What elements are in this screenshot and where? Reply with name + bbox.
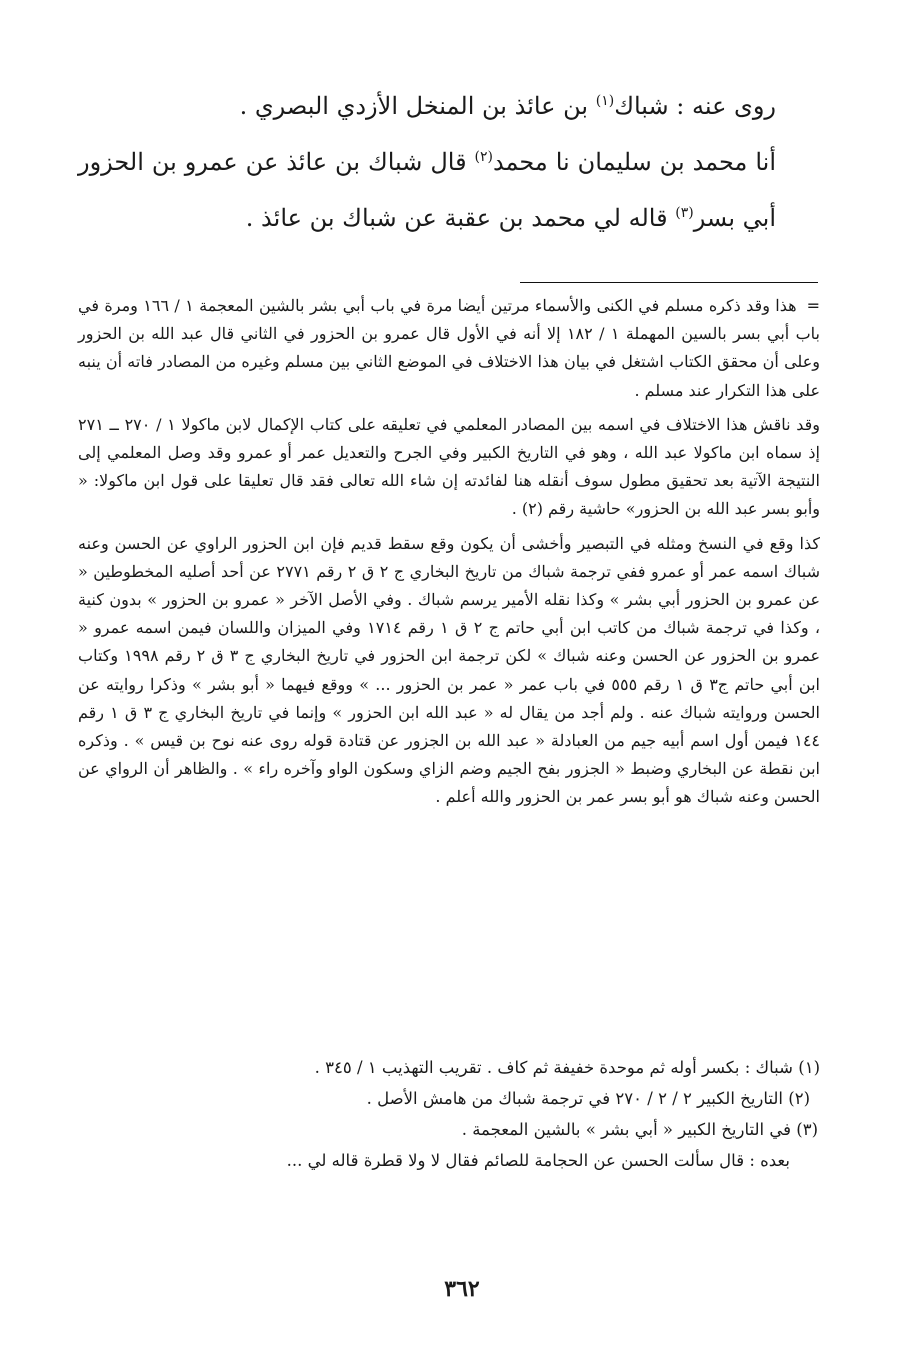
continuation-marker: = [806, 296, 820, 315]
main-paragraph-2 [78, 134, 818, 246]
main-text-fragment: قال شباك بن عائذ عن عمرو بن الحزور أبي بسر [78, 148, 776, 232]
footnote-paragraph-3: كذا وقع في النسخ ومثله في التبصير وأخشى أن يكون وقع سقط قديم فإن ابن الحزور الراوي عن الحسن وعنه شباك اسمه عمر أو عمرو ففي ترجمة شباك من تاريخ البخاري ج ٢ ق ٢ رقم ٢٧٧١ عن أحد أصليه المخطوطين « عن عمرو بن الحزور أبي بشر » وكذا نقله الأمير يرسم شباك . وفي الأصل الآخر « عمرو بن الحزور » بدون كنية ، وكذا في ترجمة شباك من كاتب ابن أبي حاتم ج ٢ ق ١ رقم ١٧١٤ وفي الميزان واللسان فيمن اسمه عمرو « عمرو بن الحزور عن الحسن وعنه شباك » لكن ترجمة ابن الحزور في تاريخ البخاري ج ٣ ق ٢ رقم ١٩٩٨ وكتاب ابن أبي حاتم ج٣ ق ١ رقم ٥٥٥ في باب عمر « عمر بن الحزور ... » ووقع فيهما « أبو بشر » وذكرا روايته عن الحسن وروايته شباك عنه . ولم أجد من يقال له « عبد الله ابن الحزور » وإنما في تاريخ البخاري ج ٣ ق ١ رقم ١٤٤ فيمن أول اسم أبيه جيم من العبادلة « عبد الله بن الجزور عن قتادة قوله روى عنه نوح بن قيس » . وذكره ابن نقطة عن البخاري وضبط « الجزور بفح الجيم وضم الزاي وسكون الواو وآخره راء » . والظاهر أن الرواي عن الحسن وعنه شباك هو أبو بسر عمر بن الحزور والله أعلم . [78, 533, 821, 807]
footnote-paragraph-2: وقد ناقش هذا الاختلاف في اسمه بين المصادر المعلمي في تعليقه على كتاب الإكمال لابن ماكولا ١ / ٢٧٠ ــ ٢٧١ إذ سماه ابن ماكولا عبد الله ، وهو في التاريخ الكبير وفي الجرح والتعديل عمر أو عمرو وقد وصل المعلمي إلى النتيجة الآتية بعد تحقيق مطول سوف أنقله هنا لفائدته إن شاء الله تعالى فقد قال تعليقا على قول ابن ماكولا: « وأبو بسر عبد الله بن الحزور» حاشية رقم (٢) . [78, 414, 821, 519]
footnote-2: (٢) التاريخ الكبير ٢ / ٢ / ٢٧٠ في ترجمة شباك من هامش الأصل . [366, 1089, 810, 1108]
main-text-fragment: بن عائذ بن المنخل الأزدي البصري . [239, 92, 596, 120]
main-text [78, 78, 818, 246]
footnote-separator [520, 282, 818, 283]
footnote-ref-1: (١) [595, 93, 615, 109]
footnotes-continuation [78, 292, 820, 812]
footnote-3: (٣) في التاريخ الكبير « أبي بشر » بالشين المعجمة . [461, 1120, 818, 1139]
numbered-footnotes [78, 1052, 820, 1176]
footnote-3-continuation: بعده : قال سألت الحسن عن الحجامة للصائم فقال لا ولا قطرة قاله لي ... [286, 1151, 790, 1170]
main-text-fragment: أنا محمد بن سليمان نا محمد [492, 148, 776, 176]
footnote-ref-2: (٢) [474, 149, 493, 165]
footnote-1: (١) شباك : بكسر أوله ثم موحدة خفيفة ثم كاف . تقريب التهذيب ١ / ٣٤٥ . [314, 1058, 820, 1077]
footnote-text: هذا وقد ذكره مسلم في الكنى والأسماء مرتين أيضا مرة في باب أبي بشر بالشين المعجمة ١ / ١٦٦ ومرة في باب أبي بسر بالسين المهملة ١ / ١٨٢ إلا أنه في الأول قال عمرو بن الحزور في الثاني قال عبد الله بن الحزور وعلى أن محقق الكتاب اشتغل في بيان هذا الاختلاف في الموضع الثاني بين مسلم وغيره من المصادر فاته أن ينبه على هذا التكرار عند مسلم . [78, 296, 821, 400]
main-paragraph-1 [78, 78, 818, 134]
footnote-paragraph-1 [78, 292, 820, 405]
page-number: ٣٦٢ [444, 1276, 480, 1302]
footnote-ref-3: (٣) [675, 205, 694, 221]
main-text-fragment: قاله لي محمد بن عقبة عن شباك بن عائذ . [245, 204, 676, 232]
main-text-fragment: روى عنه : شباك [614, 92, 776, 120]
